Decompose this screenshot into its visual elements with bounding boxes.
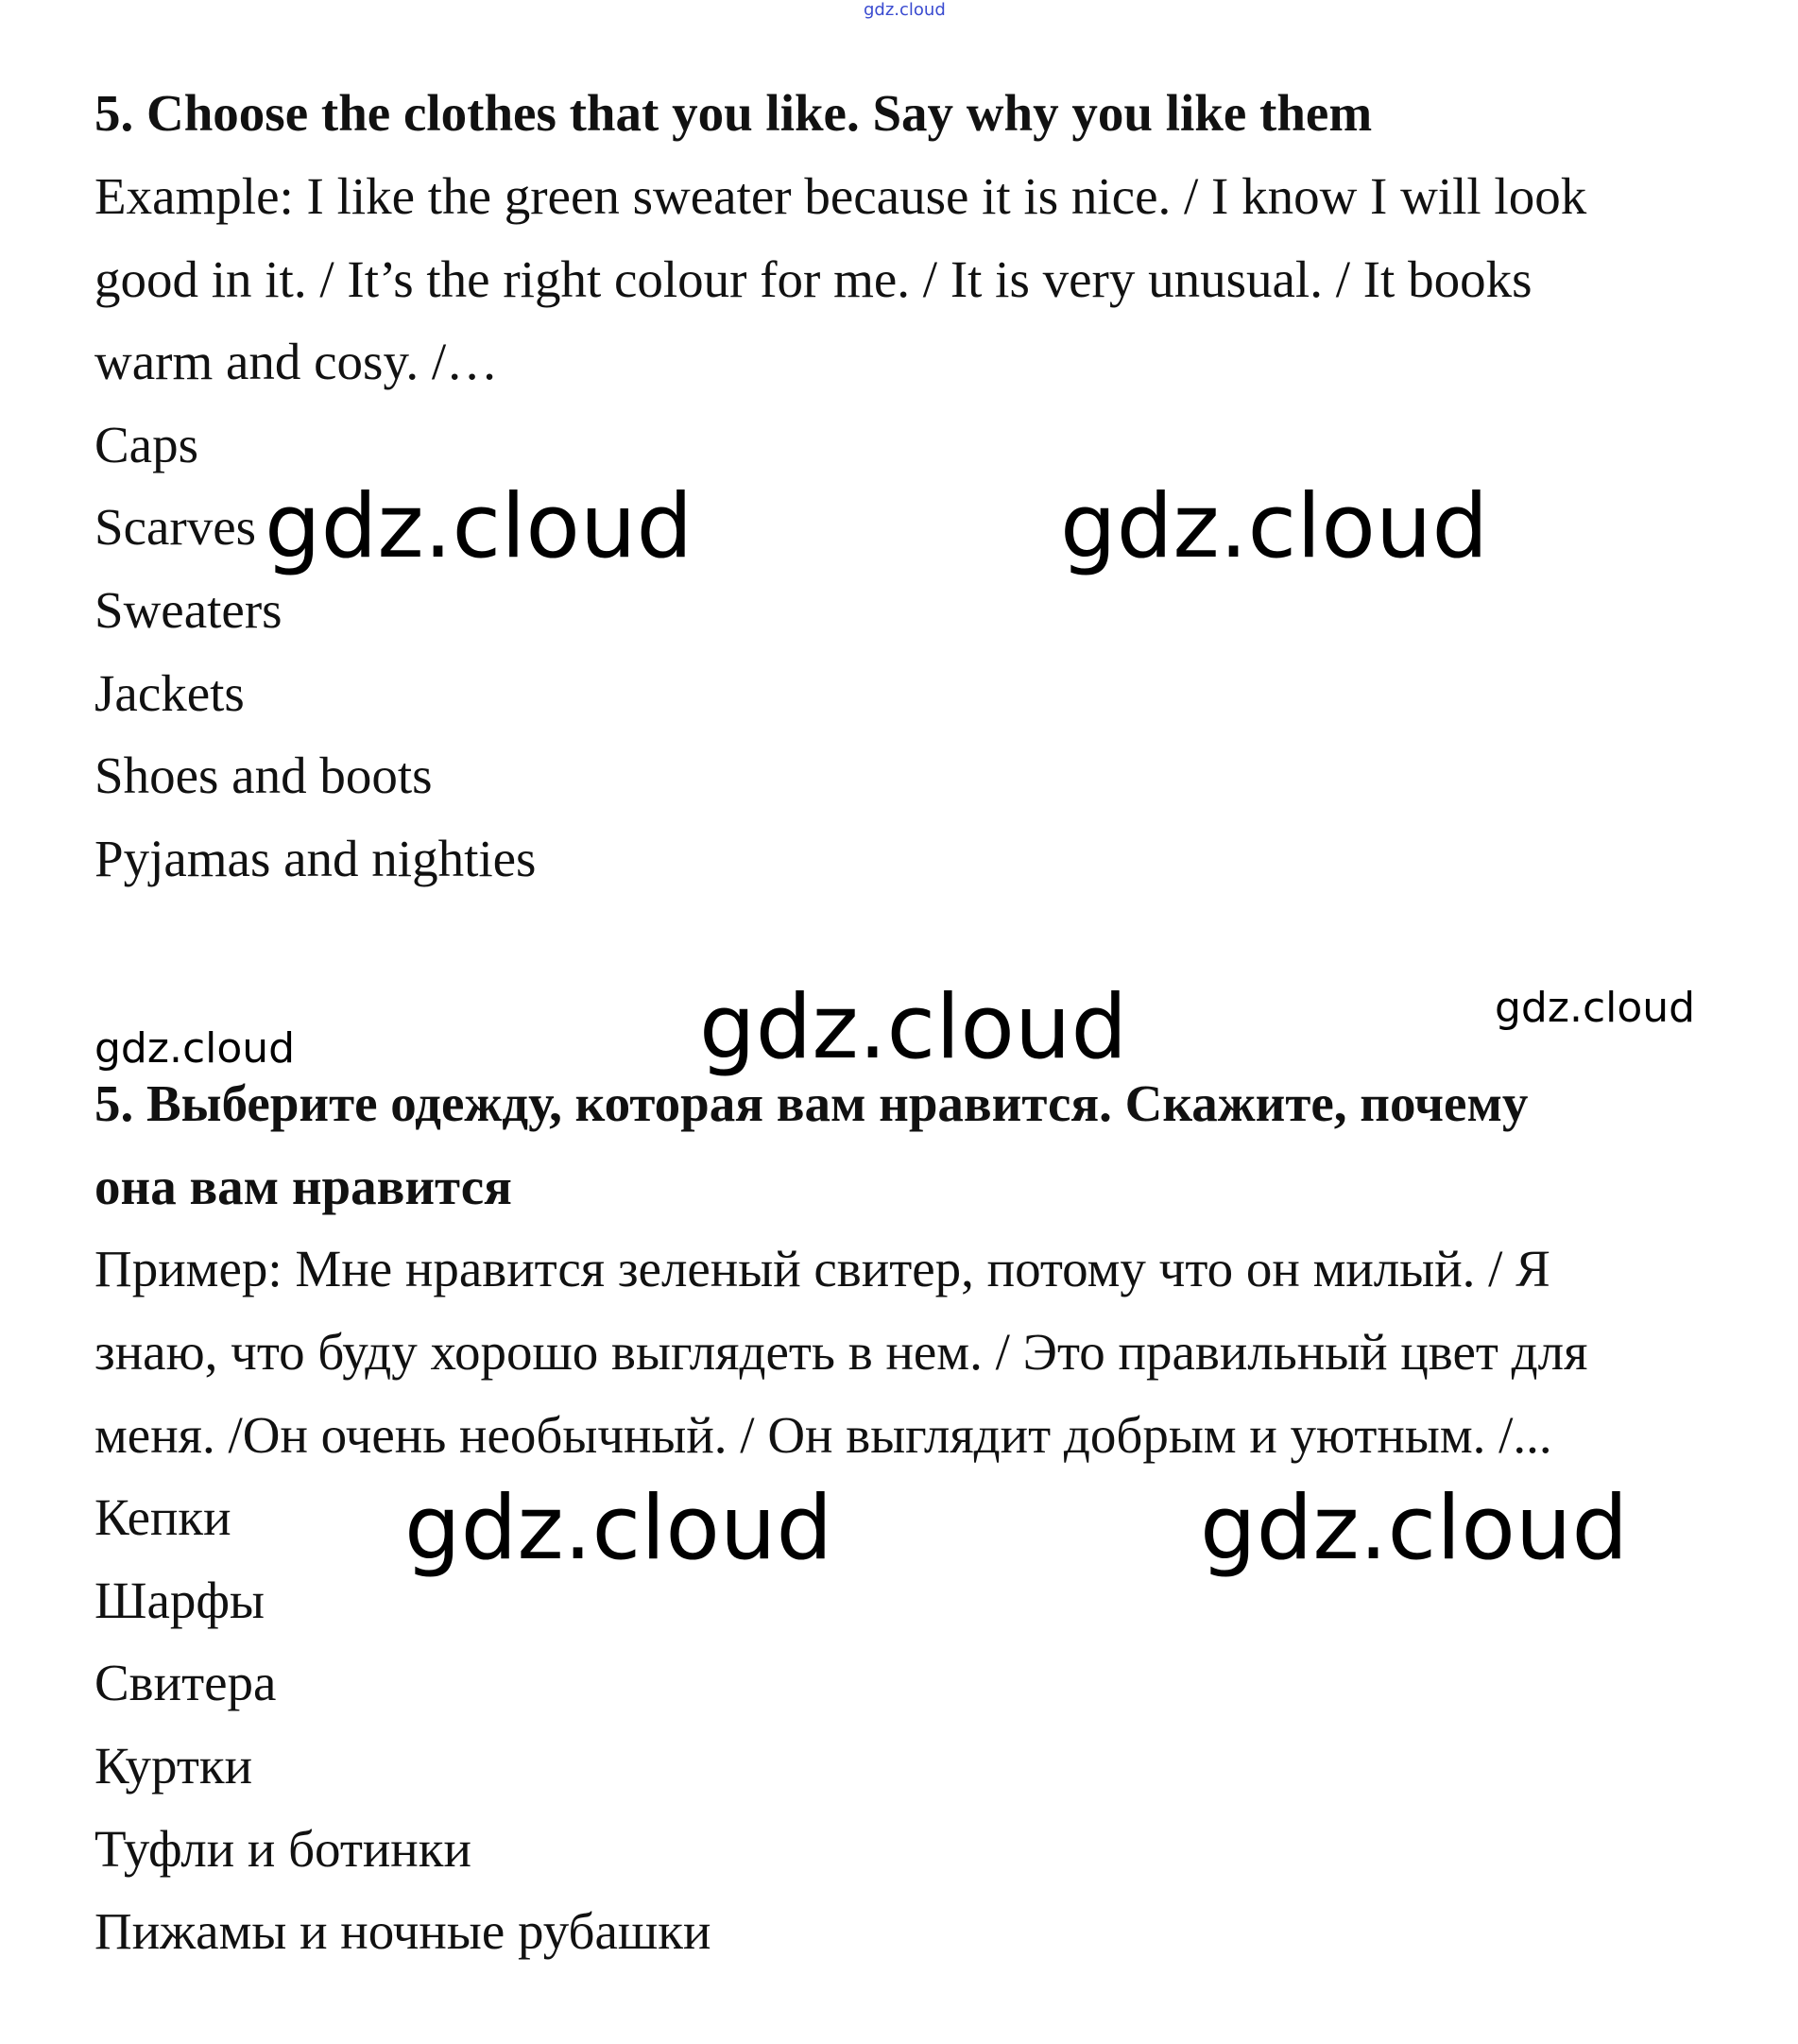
english-item-caps: Caps	[94, 416, 198, 473]
russian-heading-line-1: 5. Выберите одежду, которая вам нравится. Скажите, почему	[94, 1074, 1529, 1132]
russian-item-scarves: Шарфы	[94, 1572, 265, 1629]
english-item-pyjamas: Pyjamas and nighties	[94, 830, 537, 887]
watermark-6: gdz.cloud	[404, 1477, 833, 1580]
english-item-scarves: Scarves	[94, 498, 257, 556]
english-heading: 5. Choose the clothes that you like. Say why you like them	[94, 84, 1373, 142]
watermark-4: gdz.cloud	[1495, 984, 1696, 1032]
watermark-5: gdz.cloud	[94, 1024, 296, 1073]
russian-item-jackets: Куртки	[94, 1737, 253, 1795]
russian-heading-line-2: она вам нравится	[94, 1158, 512, 1215]
watermark-3: gdz.cloud	[699, 976, 1128, 1079]
watermark-top: gdz.cloud	[864, 0, 946, 20]
watermark-1: gdz.cloud	[265, 475, 694, 578]
english-item-sweaters: Sweaters	[94, 581, 283, 639]
english-item-shoes: Shoes and boots	[94, 747, 433, 804]
russian-item-shoes: Туфли и ботинки	[94, 1820, 471, 1878]
russian-example-line-3: меня. /Он очень необычный. / Он выглядит добрым и уютным. /...	[94, 1406, 1552, 1464]
russian-item-pajamas: Пижамы и ночные рубашки	[94, 1902, 711, 1960]
russian-item-sweaters: Свитера	[94, 1654, 277, 1711]
russian-example-line-1: Пример: Мне нравится зеленый свитер, потому что он милый. / Я	[94, 1240, 1550, 1297]
watermark-7: gdz.cloud	[1200, 1477, 1629, 1580]
english-example-line-1: Example: I like the green sweater because it is nice. / I know I will look	[94, 167, 1587, 225]
russian-item-caps: Кепки	[94, 1488, 231, 1546]
english-example-line-2: good in it. / It’s the right colour for me. / It is very unusual. / It books	[94, 250, 1533, 308]
watermark-2: gdz.cloud	[1060, 475, 1489, 578]
russian-example-line-2: знаю, что буду хорошо выглядеть в нем. / Это правильный цвет для	[94, 1323, 1588, 1381]
english-example-line-3: warm and cosy. /…	[94, 333, 499, 390]
english-item-jackets: Jackets	[94, 664, 245, 722]
